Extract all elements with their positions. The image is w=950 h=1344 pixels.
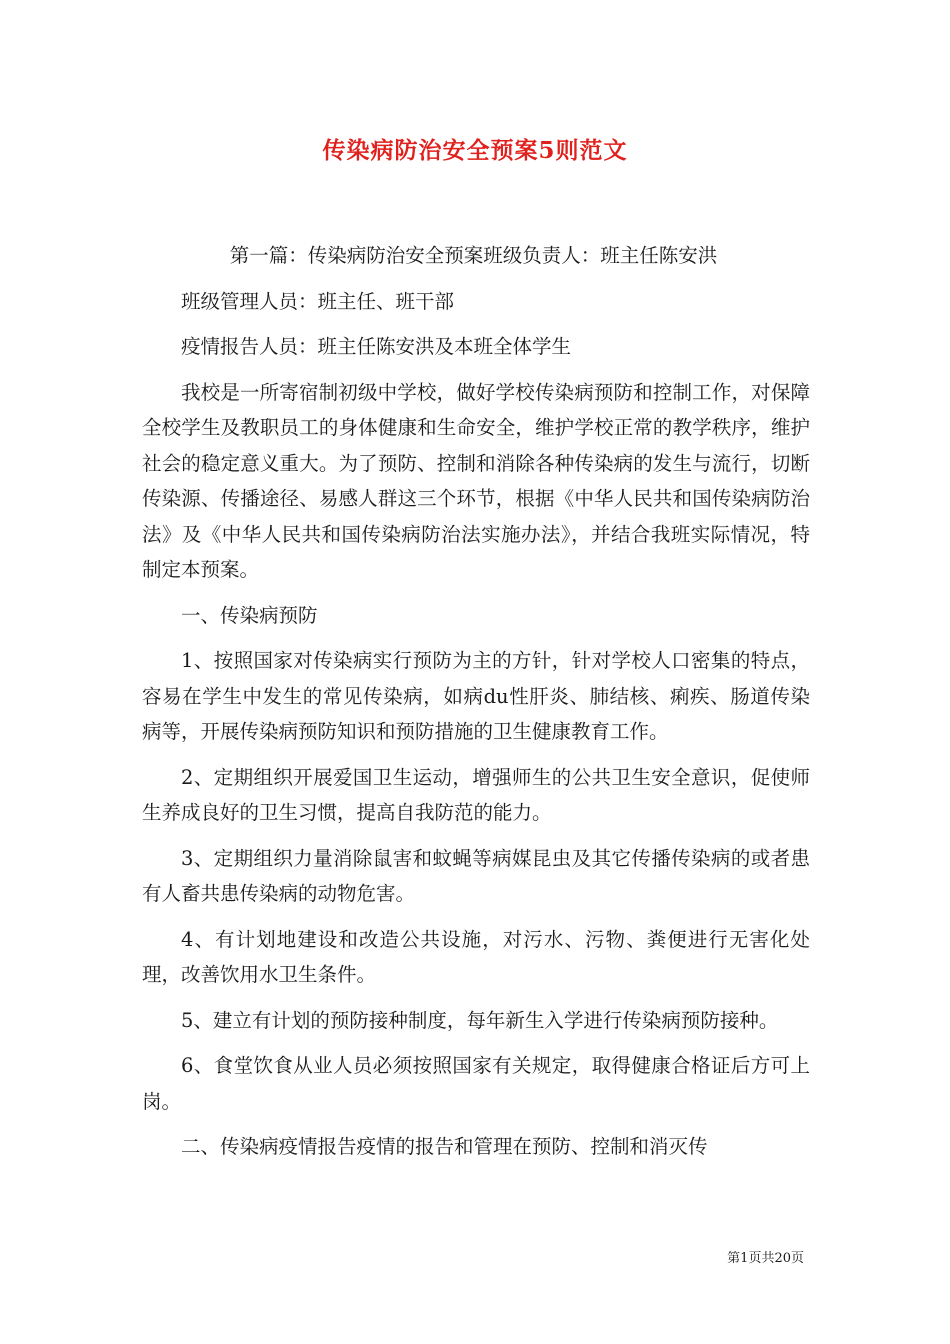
- list-item-prevention-5: 5、建立有计划的预防接种制度，每年新生入学进行传染病预防接种。: [181, 1008, 779, 1032]
- list-item-prevention-1: 1、按照国家对传染病实行预防为主的方针，针对学校人口密集的特点，容易在学生中发生的常见传染病，如病du性肝炎、肺结核、痢疾、肠道传染病等，开展传染病预防知识和预防措施的卫生健康教育工作。: [142, 649, 810, 743]
- list-item-prevention-2: 2、定期组织开展爱国卫生运动，增强师生的公共卫生安全意识，促使师生养成良好的卫生习惯，提高自我防范的能力。: [142, 765, 810, 824]
- paragraph-epidemic-reporters: 疫情报告人员：班主任陈安洪及本班全体学生: [181, 335, 572, 358]
- paragraph-intro-heading: 第一篇：传染病防治安全预案班级负责人：班主任陈安洪: [229, 244, 718, 267]
- paragraph-class-managers: 班级管理人员：班主任、班干部: [181, 289, 455, 313]
- list-item-prevention-4: 4、有计划地建设和改造公共设施，对污水、污物、粪便进行无害化处理，改善饮用水卫生条件。: [142, 927, 810, 986]
- document-body: [142, 238, 810, 1165]
- list-item-prevention-6: 6、食堂饮食从业人员必须按照国家有关规定，取得健康合格证后方可上岗。: [142, 1054, 810, 1113]
- document-title: 传染病防治安全预案5则范文: [322, 137, 628, 164]
- section-heading-prevention: 一、传染病预防: [181, 603, 318, 627]
- paragraph-background: 我校是一所寄宿制初级中学校，做好学校传染病预防和控制工作，对保障全校学生及教职员工的身体健康和生命安全，维护学校正常的教学秩序，维护社会的稳定意义重大。为了预防、控制和消除各种传染病的发生与流行，切断传染源、传播途径、易感人群这三个环节，根据《中华人民共和国传染病防治法》及《中华人民共和国传染病防治法实施办法》，并结合我班实际情况，特制定本预案。: [142, 380, 810, 581]
- section-heading-reporting: 二、传染病疫情报告疫情的报告和管理在预防、控制和消灭传: [181, 1135, 708, 1158]
- list-item-prevention-3: 3、定期组织力量消除鼠害和蚊蝇等病媒昆虫及其它传播传染病的或者患有人畜共患传染病的动物危害。: [142, 846, 810, 905]
- page-number-footer: 第1页共20页: [727, 1251, 804, 1266]
